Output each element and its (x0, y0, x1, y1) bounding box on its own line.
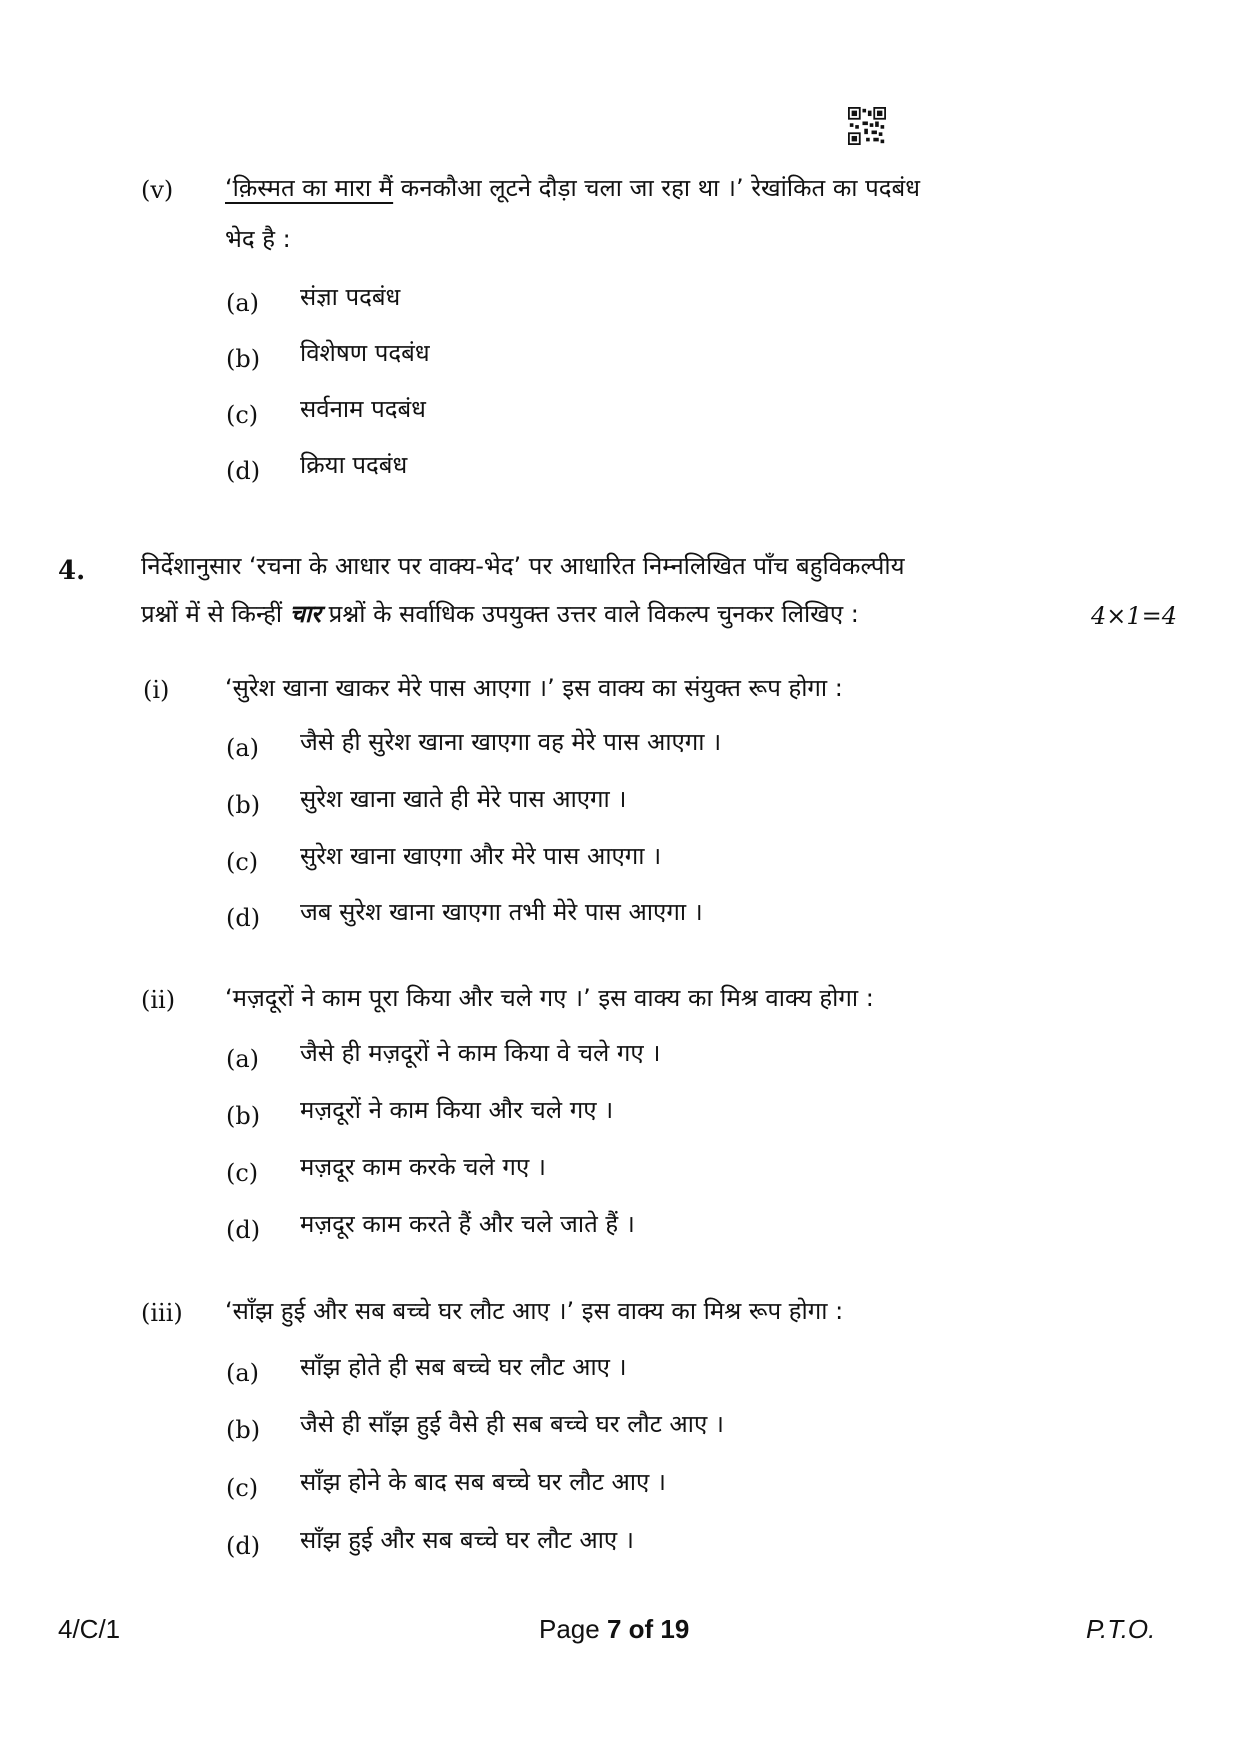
subquestion-ii-text: ‘मज़दूरों ने काम पूरा किया और चले गए ।’ इस वाक्य का मिश्र वाक्य होगा : (225, 984, 874, 1012)
option-text: मज़दूर काम करते हैं और चले जाते हैं । (300, 1210, 635, 1238)
option-text: जब सुरेश खाना खाएगा तभी मेरे पास आएगा । (300, 898, 703, 926)
marks-label: 4×1=4 (1091, 602, 1178, 630)
question-number-4: 4. (58, 556, 86, 586)
question-4-line2: प्रश्नों में से किन्हीं चार प्रश्नों के सर्वाधिक उपयुक्त उत्तर वाले विकल्प चुनकर लिखिए : (141, 600, 859, 628)
subquestion-label-iii: (iii) (141, 1299, 183, 1327)
option-text: साँझ होने के बाद सब बच्चे घर लौट आए । (300, 1468, 667, 1496)
question-v-line2: भेद है : (225, 225, 291, 253)
option-label: (d) (226, 1532, 261, 1560)
option-label: (b) (226, 791, 261, 819)
option-label: (b) (226, 1416, 261, 1444)
option-label: (b) (226, 345, 261, 373)
subquestion-label-i: (i) (143, 676, 170, 704)
option-text: सुरेश खाना खाते ही मेरे पास आएगा । (300, 785, 627, 813)
option-text: साँझ हुई और सब बच्चे घर लौट आए । (300, 1526, 634, 1554)
option-text: मज़दूर काम करके चले गए । (300, 1153, 546, 1181)
question-4-line1: निर्देशानुसार ‘रचना के आधार पर वाक्य-भेद’ पर आधारित निम्नलिखित पाँच बहुविकल्पीय (141, 552, 905, 580)
option-text: साँझ होते ही सब बच्चे घर लौट आए । (300, 1353, 627, 1381)
option-text: मज़दूरों ने काम किया और चले गए । (300, 1096, 614, 1124)
emphasis-char: चार (289, 600, 321, 628)
option-label: (d) (226, 904, 261, 932)
subquestion-iii-text: ‘साँझ हुई और सब बच्चे घर लौट आए ।’ इस वाक्य का मिश्र रूप होगा : (225, 1297, 844, 1325)
option-label: (c) (226, 1159, 259, 1187)
option-text: जैसे ही सुरेश खाना खाएगा वह मेरे पास आएगा । (300, 728, 722, 756)
paper-code: 4/C/1 (58, 1614, 121, 1644)
option-text: संज्ञा पदबंध (300, 283, 401, 311)
qr-code (848, 107, 886, 145)
question-v-line1 (225, 172, 920, 204)
option-label: (a) (226, 1045, 260, 1073)
option-label: (c) (226, 401, 259, 429)
option-label: (a) (226, 1359, 260, 1387)
option-text: विशेषण पदबंध (300, 339, 430, 367)
option-label: (a) (226, 734, 260, 762)
option-text: जैसे ही मज़दूरों ने काम किया वे चले गए । (300, 1039, 661, 1067)
question-label-v: (v) (141, 176, 174, 204)
pto-label: P.T.O. (1086, 1614, 1156, 1644)
subquestion-label-ii: (ii) (141, 986, 176, 1014)
option-text: क्रिया पदबंध (300, 451, 408, 479)
option-label: (b) (226, 1102, 261, 1130)
page-number: Page 7 of 19 (539, 1614, 690, 1644)
option-text: जैसे ही साँझ हुई वैसे ही सब बच्चे घर लौट आए । (300, 1410, 724, 1438)
option-label: (d) (226, 457, 261, 485)
option-label: (d) (226, 1216, 261, 1244)
option-label: (c) (226, 1474, 259, 1502)
question-v-rest: कनकौआ लूटने दौड़ा चला जा रहा था ।’ रेखांकित का पदबंध (393, 174, 920, 202)
option-label: (a) (226, 289, 260, 317)
option-label: (c) (226, 848, 259, 876)
option-text: सर्वनाम पदबंध (300, 395, 426, 423)
subquestion-i-text: ‘सुरेश खाना खाकर मेरे पास आएगा ।’ इस वाक्य का संयुक्त रूप होगा : (225, 674, 843, 702)
underlined-phrase: ‘क़िस्मत का मारा मैं (225, 174, 394, 202)
option-text: सुरेश खाना खाएगा और मेरे पास आएगा । (300, 842, 662, 870)
